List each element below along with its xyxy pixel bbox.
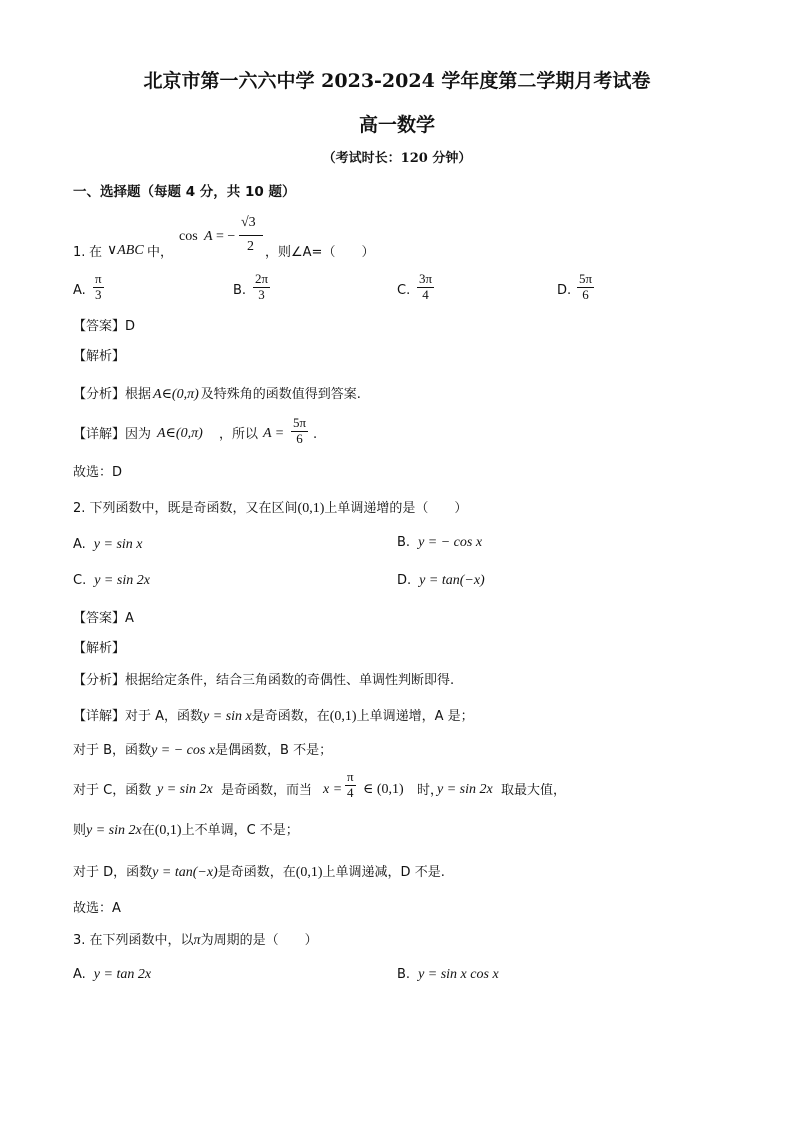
option-label: C. [397, 283, 411, 298]
option-fraction: $\frac{2\pi}{3}$ [255, 271, 269, 302]
q1-choose: 故选：D [73, 465, 123, 480]
q2-answer: 【答案】A [73, 611, 134, 626]
q3-option-a: A. y = tan 2x [73, 967, 152, 982]
option-label: D. [557, 283, 572, 298]
q1-fenxi: 【分析】根据 A∈(0,π) 及特殊角的函数值得到答案. [73, 387, 361, 402]
q1-mid: 中， [147, 245, 174, 260]
exam-duration: （考试时长：120 分钟） [322, 151, 472, 166]
section-heading: 一、选择题（每题 4 分，共 10 题） [73, 184, 296, 200]
q2-stem: 2. 下列函数中，既是奇函数，又在区间(0,1)上单调递增的是（ ） [73, 501, 468, 516]
q2-detail-a: 【详解】对于 A，函数y = sin x是奇函数，在(0,1)上单调递增，A 是； [73, 709, 474, 724]
q2-choose: 故选：A [73, 901, 121, 916]
q1-prefix: 在 [89, 245, 103, 260]
q1-cos: cos [179, 229, 198, 244]
q2-detail-c2: 则y = sin 2x在(0,1)上不单调，C 不是； [73, 823, 299, 838]
option-label: B. [233, 283, 247, 298]
q1-eq-neg: = − [216, 229, 236, 244]
q2-fenxi: 【分析】根据给定条件，结合三角函数的奇偶性、单调性判断即得. [73, 673, 455, 688]
q2-detail-b: 对于 B，函数y = − cos x是偶函数，B 不是； [73, 743, 333, 758]
exam-title: 北京市第一六六中学 2023-2024 学年度第二学期月考试卷 [143, 70, 651, 92]
q1-den: 2 [247, 239, 254, 254]
q1-sqrt3: √3 [241, 215, 256, 230]
q2-option-c: C. y = sin 2x [73, 573, 150, 588]
q3-option-b: B. y = sin x cos x [397, 967, 499, 982]
xiangjie-fraction: $\frac{5\pi}{6}$ [293, 415, 307, 446]
q1-jiexi: 【解析】 [73, 349, 126, 364]
q2-jiexi: 【解析】 [73, 641, 126, 656]
q1-triangle: ∨ABC [107, 243, 144, 258]
q1-suffix: ，则∠A=（ ） [265, 245, 375, 260]
subject-title: 高一数学 [358, 114, 435, 136]
q1-fraction-bar [239, 235, 263, 236]
option-fraction: $\frac{5\pi}{6}$ [579, 271, 593, 302]
q2-option-b: B. y = − cos x [397, 535, 483, 550]
q3-stem: 3. 在下列函数中，以π为周期的是（ ） [73, 933, 318, 948]
q2-option-d: D. y = tan(−x) [397, 573, 485, 588]
option-fraction: $\frac{3\pi}{4}$ [419, 271, 433, 302]
detail-c-fraction: $\frac{\pi}{4}$ [347, 769, 354, 800]
option-label: A. [73, 283, 86, 298]
q2-option-a: A. y = sin x [73, 537, 143, 552]
q1-answer: 【答案】D [73, 319, 136, 334]
q2-detail-d: 对于 D，函数y = tan(−x)是奇函数，在(0,1)上单调递减，D 不是. [73, 865, 445, 880]
q1-number: 1. [73, 245, 86, 260]
q1-var-a: A [204, 229, 213, 244]
option-fraction: $\frac{\pi}{3}$ [95, 271, 102, 302]
